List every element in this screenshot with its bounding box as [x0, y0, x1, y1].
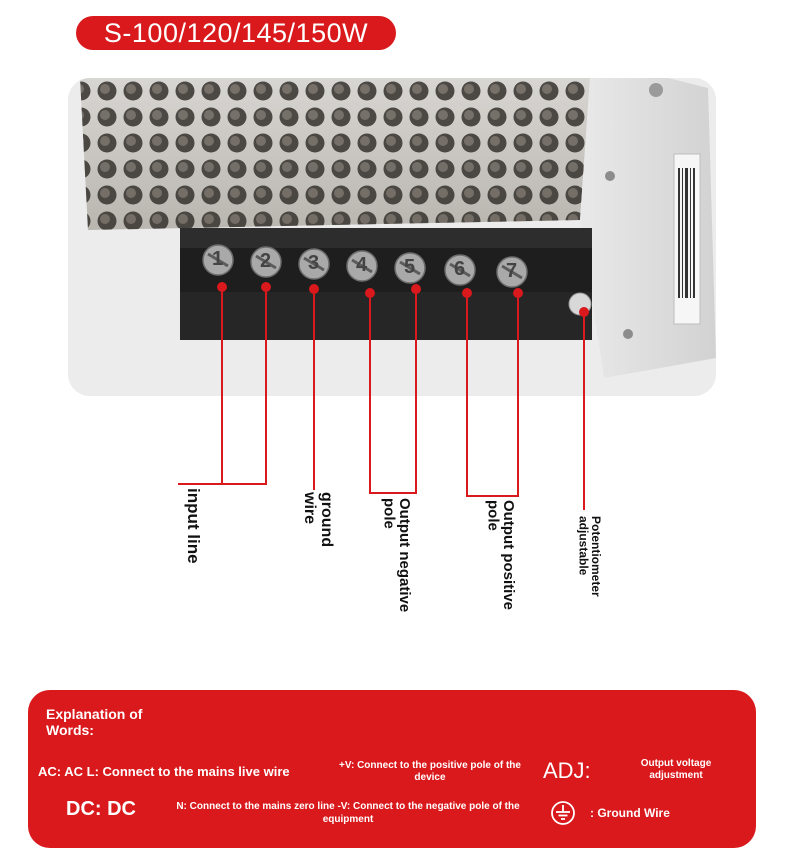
- ac-description: AC: AC L: Connect to the mains live wire: [38, 764, 290, 779]
- label-output-positive: Output positive pole: [484, 500, 517, 610]
- n-minus-v-description: N: Connect to the mains zero line -V: Connect to the negative pole of the equipment: [176, 801, 520, 825]
- ground-icon: [550, 800, 576, 826]
- terminal-3: 3: [308, 252, 320, 274]
- adj-label: ADJ:: [543, 758, 591, 783]
- label-potentiometer: Potentiometer adjustable: [576, 516, 603, 597]
- explanation-heading: Explanation of Words:: [46, 706, 143, 738]
- terminal-4: 4: [356, 254, 368, 276]
- power-supply-illustration: [68, 78, 716, 396]
- adj-description: Output voltage adjustment: [640, 758, 712, 781]
- terminal-5: 5: [404, 256, 416, 278]
- plus-v-description: +V: Connect to the positive pole of the device: [339, 760, 521, 783]
- product-title-badge: [76, 16, 396, 50]
- label-output-negative: Output negative pole: [380, 498, 413, 613]
- ground-description: : Ground Wire: [590, 806, 670, 820]
- label-ground-wire: ground wire: [301, 492, 335, 548]
- power-supply-photo: [68, 78, 716, 396]
- terminal-1: 1: [212, 248, 224, 270]
- terminal-2: 2: [260, 250, 272, 272]
- label-input-line: input line: [183, 488, 203, 564]
- explanation-panel: [28, 690, 756, 848]
- terminal-6: 6: [454, 258, 466, 280]
- terminal-7: 7: [506, 260, 518, 282]
- dc-label: DC: DC: [66, 798, 136, 820]
- product-title: S-100/120/145/150W: [103, 17, 369, 48]
